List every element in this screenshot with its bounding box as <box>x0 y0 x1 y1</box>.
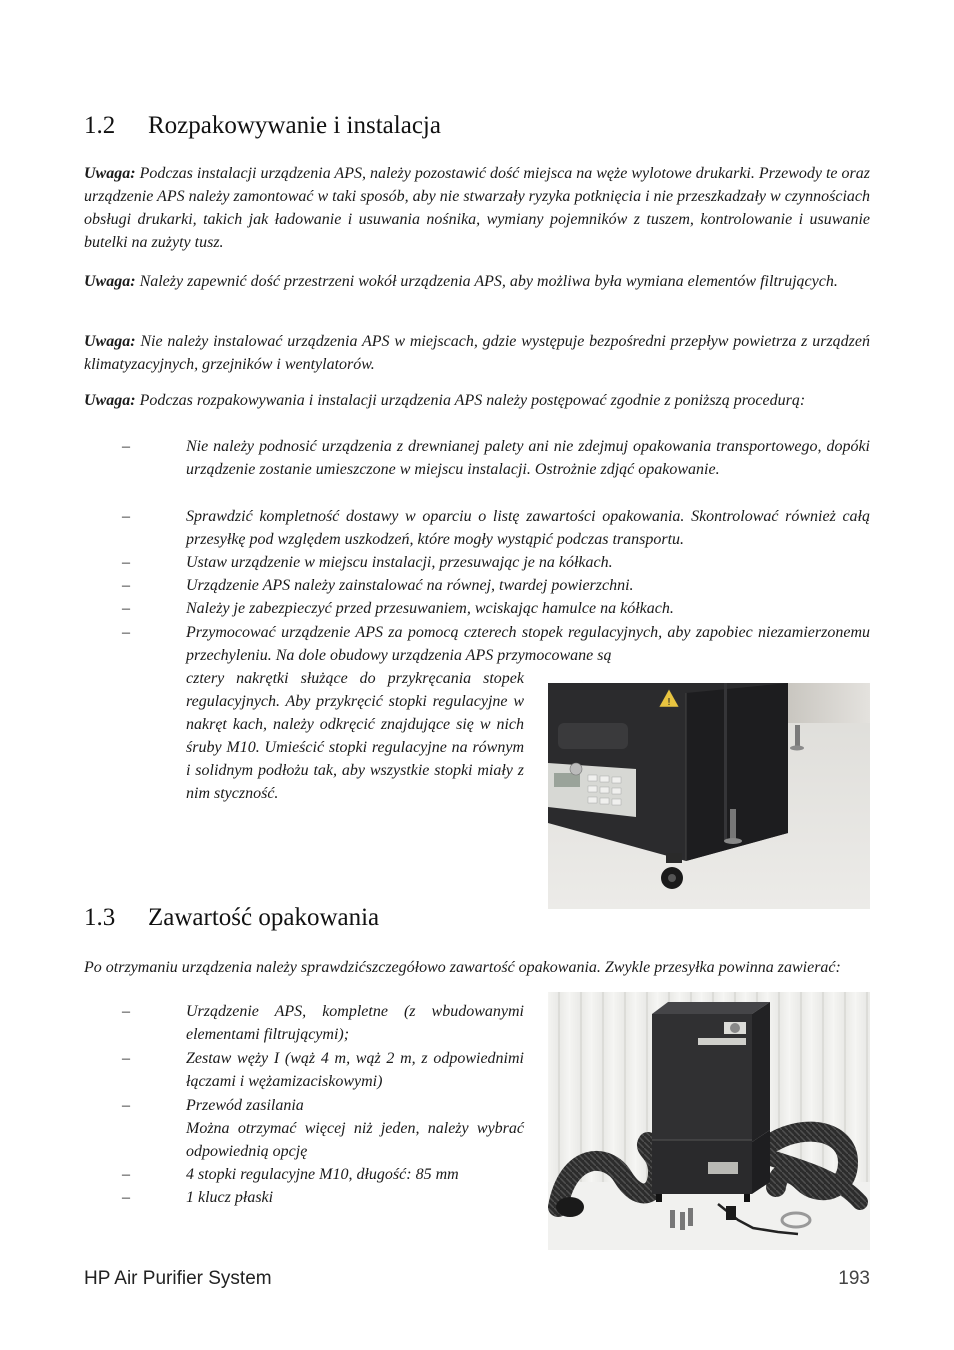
note-paragraph <box>84 162 870 254</box>
list-dash: – <box>122 508 130 525</box>
list-dash: – <box>122 1097 130 1114</box>
note-text: Podczas rozpakowywania i instalacji urządzenia APS należy postępować zgodnie z poniższą procedurą: <box>135 392 806 409</box>
aps-feet-photo <box>548 683 870 909</box>
list-item-text: Zestaw węży I (wąż 4 m, wąż 2 m, z odpowiednimi łączami i wężamizaciskowymi) <box>186 1050 524 1090</box>
list-dash: – <box>122 1050 130 1067</box>
intro-paragraph: Po otrzymaniu urządzenia należy sprawdzićszczegółowo zawartość opakowania. Zwykle przesyłka powinna zawierać: <box>84 959 841 976</box>
list-dash: – <box>122 624 130 641</box>
list-dash: – <box>122 1166 130 1183</box>
list-item-text: Przymocować urządzenie APS za pomocą czterech stopek regulacyjnych, aby zapobiec niezamierzonemu przechyleniu. Na dole obudowy urządzenia APS przymocowane są <box>186 624 870 664</box>
note-text: Należy zapewnić dość przestrzeni wokół urządzenia APS, aby możliwa była wymiana elementów filtrujących. <box>135 273 838 290</box>
section-heading <box>84 904 379 932</box>
note-text: Nie należy instalować urządzenia APS w miejscach, gdzie występuje bezpośredni przepływ powietrza z urządzeń klimatyzacyjnych, grzejników i wentylatorów. <box>84 333 870 373</box>
list-item-text: 4 stopki regulacyjne M10, długość: 85 mm <box>186 1166 459 1183</box>
section-heading <box>84 112 441 140</box>
note-label: Uwaga: <box>84 392 136 409</box>
list-item-text: Sprawdzić kompletność dostawy w oparciu o listę zawartości opakowania. Skontrolować również całą przesyłkę pod względem uszkodzeń, które mogły wystąpić podczas transportu. <box>186 508 870 548</box>
list-dash: – <box>122 577 130 594</box>
note-text: Podczas instalacji urządzenia APS, należy pozostawić dość miejsca na węże wylotowe drukarki. Przewody te oraz urządzenie APS należy zamontować w taki sposób, aby nie stwarzały ryzyka potknięcia i nie przeszkadzały w czynnościach obsługi drukarki, takich jak ładowanie i usuwania nośnika, wymiany pojemników z tuszem, kontrolowanie i usuwanie butelki na zużyty tusz. <box>84 165 870 251</box>
note-paragraph <box>84 330 870 376</box>
note-paragraph <box>84 270 870 293</box>
list-item-text: Przewód zasilania <box>186 1097 304 1114</box>
list-dash: – <box>122 554 130 571</box>
list-item-text: Ustaw urządzenie w miejscu instalacji, przesuwając je na kółkach. <box>186 554 613 571</box>
footer-title: HP Air Purifier System <box>84 1268 272 1289</box>
list-dash: – <box>122 600 130 617</box>
svg-text:!: ! <box>666 697 672 708</box>
aps-contents-photo <box>548 992 870 1250</box>
section-title: Zawartość opakowania <box>148 904 380 931</box>
note-label: Uwaga: <box>84 333 136 350</box>
list-item-text: Urządzenie APS należy zainstalować na równej, twardej powierzchni. <box>186 577 634 594</box>
section-title: Rozpakowywanie i instalacja <box>148 112 441 139</box>
list-item-text: Można otrzymać więcej niż jeden, należy wybrać odpowiednią opcję <box>186 1120 524 1160</box>
list-item-text: cztery nakrętki służące do przykręcania stopek regulacyjnych. Aby przykręcić stopki regulacyjne w nakręt kach, należy odkręcić znajdujące się w nich śruby M10. Umieścić stopki regulacyjne na równym i solidnym podłożu tak, aby wszystkie stopki miały z nim styczność. <box>186 670 524 802</box>
list-item-text: Urządzenie APS, kompletne (z wbudowanymi elementami filtrującymi); <box>186 1003 524 1043</box>
section-number: 1.2 <box>84 112 116 139</box>
list-dash: – <box>122 1189 130 1206</box>
list-item-text: Należy je zabezpieczyć przed przesuwaniem, wciskając hamulce na kółkach. <box>186 600 674 617</box>
list-dash: – <box>122 1003 130 1020</box>
note-label: Uwaga: <box>84 273 136 290</box>
page-number: 193 <box>838 1268 870 1289</box>
list-dash: – <box>122 438 130 455</box>
list-item-text: Nie należy podnosić urządzenia z drewnianej palety ani nie zdejmuj opakowania transportowego, dopóki urządzenie zostanie umieszczone w miejscu instalacji. Ostrożnie zdjąć opakowanie. <box>186 438 870 478</box>
note-paragraph <box>84 389 870 412</box>
note-label: Uwaga: <box>84 165 136 182</box>
list-item-text: 1 klucz płaski <box>186 1189 274 1206</box>
section-number: 1.3 <box>84 904 116 931</box>
